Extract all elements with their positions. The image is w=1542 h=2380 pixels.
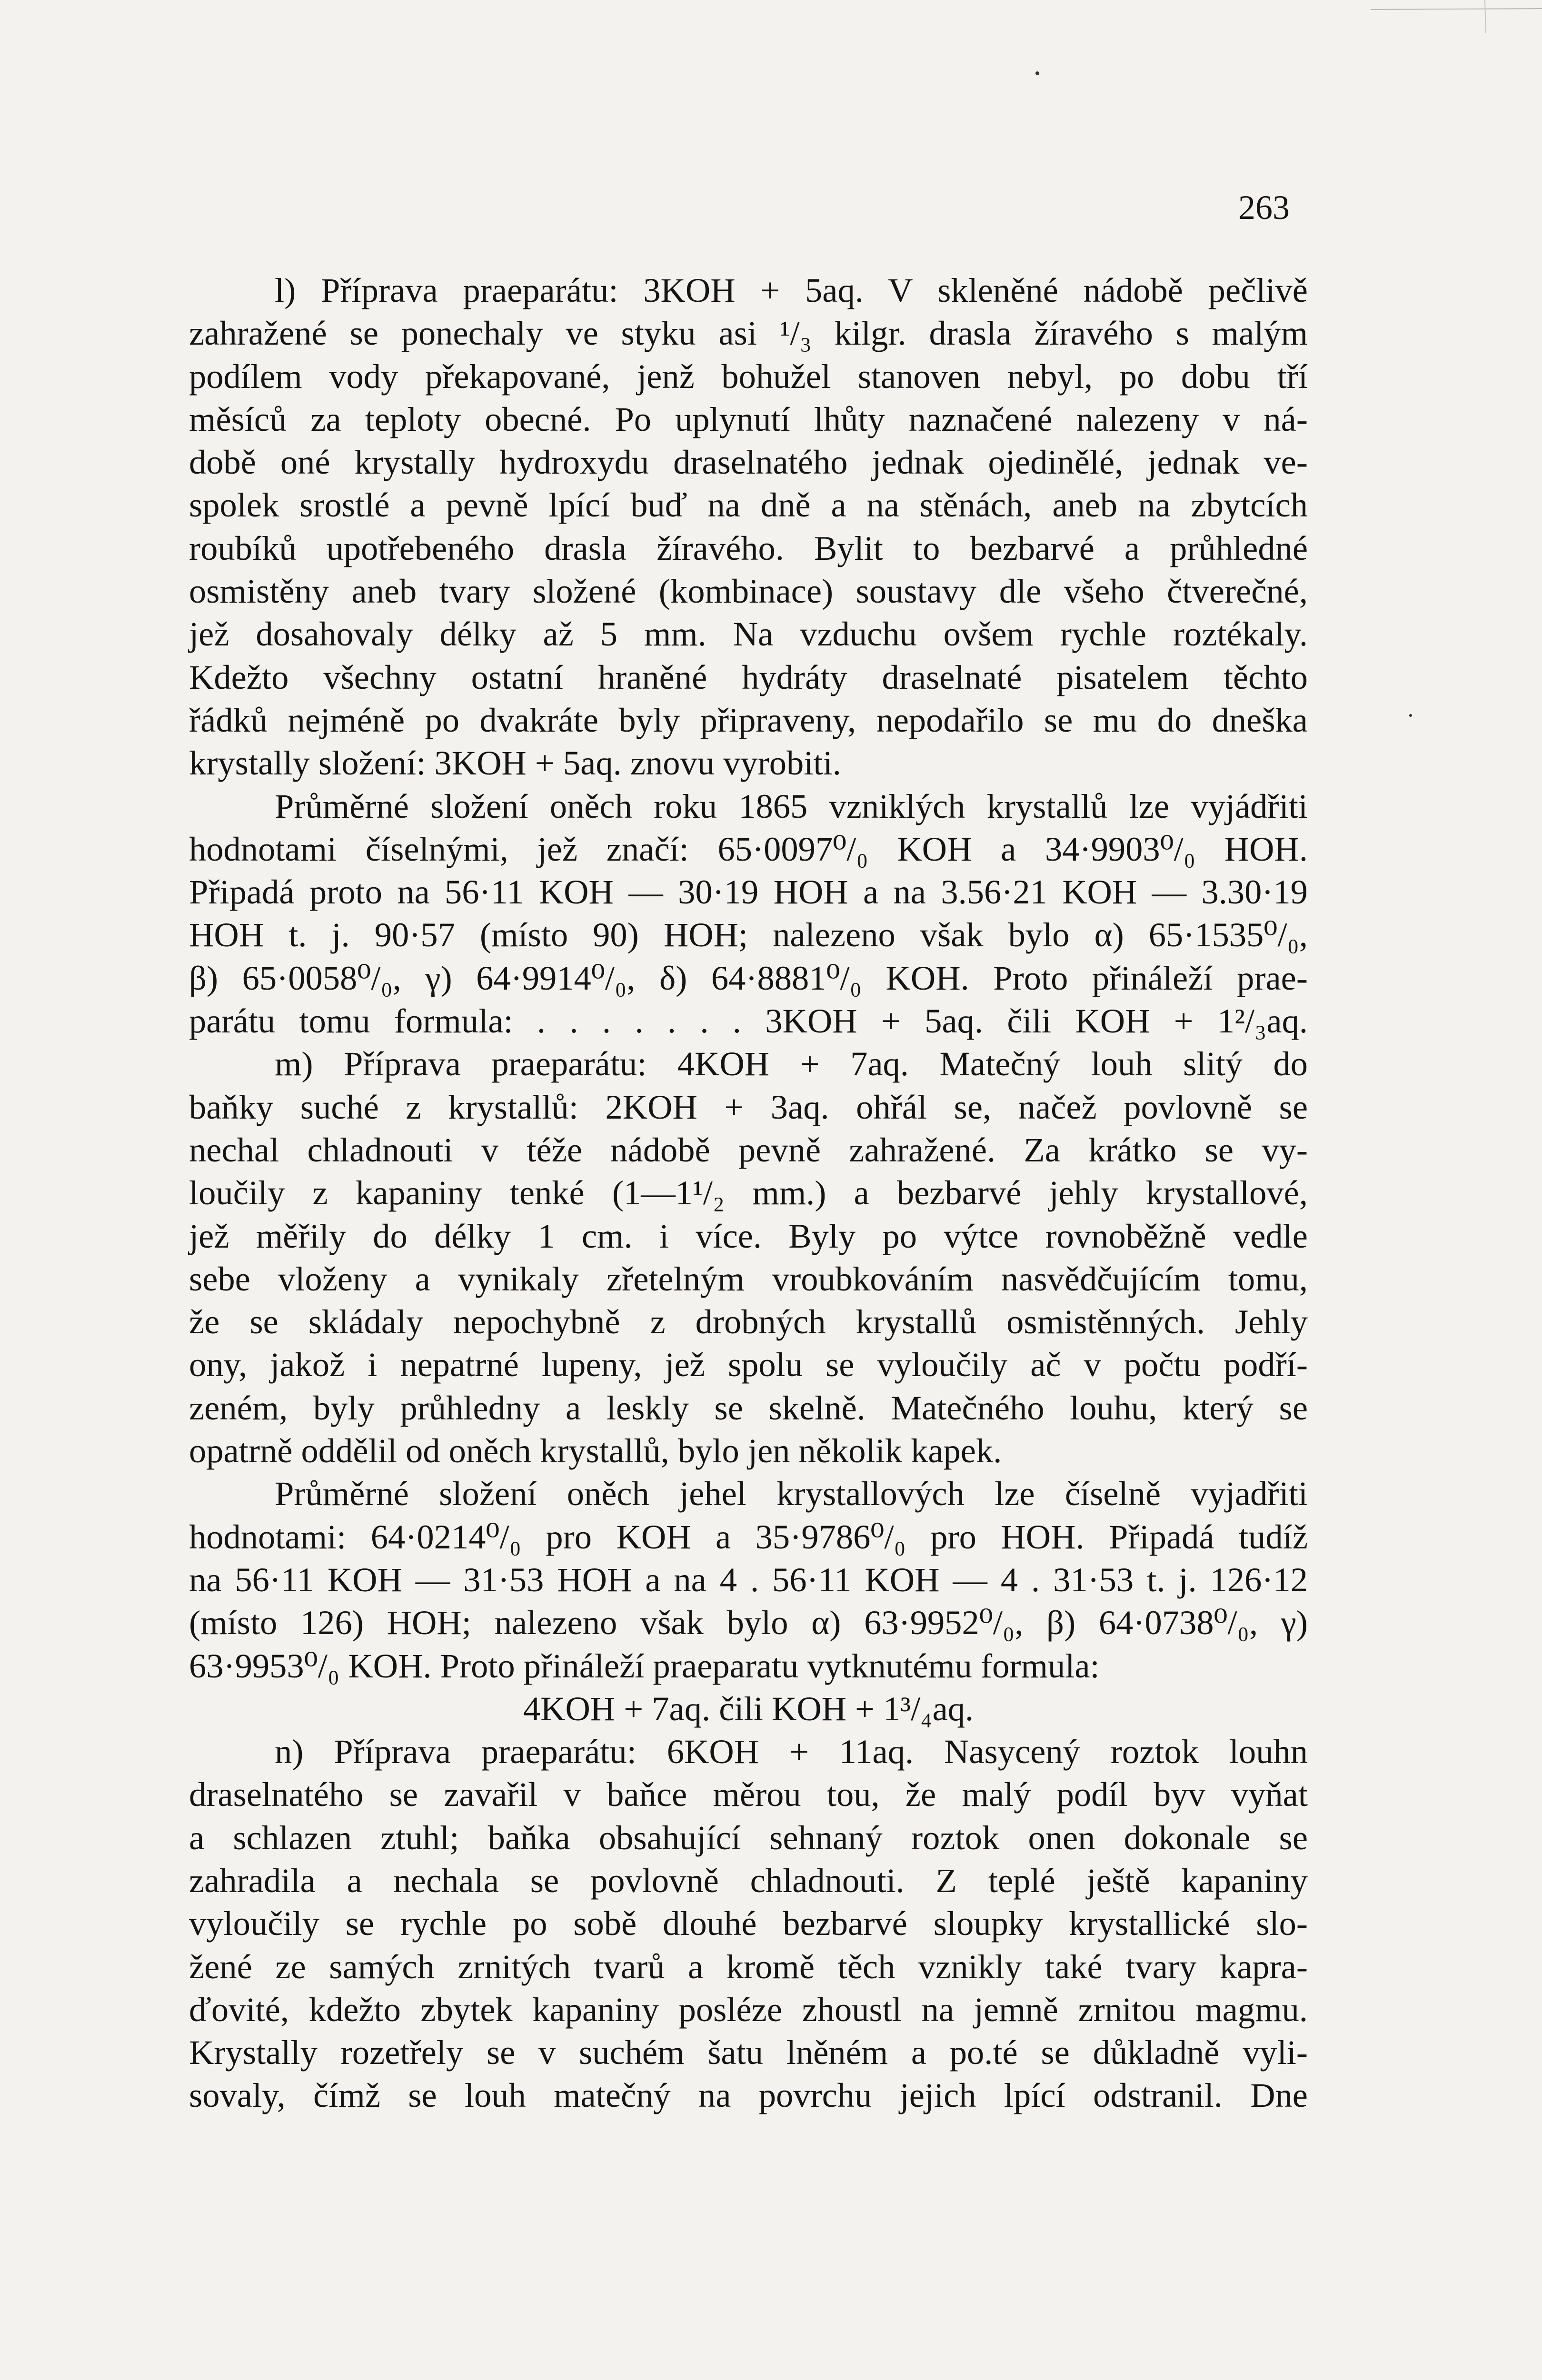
text-line: Připadá proto na 56·11 KOH — 30·19 HOH a na 3.56·21 KOH — 3.30·19 xyxy=(189,873,1308,912)
text-line: žené ze samých zrnitých tvarů a kromě těch vznikly také tvary kapra- xyxy=(189,1947,1308,1986)
text-line: m) Příprava praeparátu: 4KOH + 7aq. Matečný louh slitý do xyxy=(275,1044,1308,1083)
text-line: spolek srostlé a pevně lpící buď na dně a na stěnách, aneb na zbytcích xyxy=(189,486,1308,525)
text-line: HOH t. j. 90·57 (místo 90) HOH; nalezeno však bylo α) 65·1535⁰/₀, xyxy=(189,915,1308,954)
text-line: osmistěny aneb tvary složené (kombinace) soustavy dle všeho čtverečné, xyxy=(189,572,1308,611)
text-line: nechal chladnouti v téže nádobě pevně zahražené. Za krátko se vy- xyxy=(189,1130,1308,1169)
text-line: zahradila a nechala se povlovně chladnouti. Z teplé ještě kapaniny xyxy=(189,1861,1308,1900)
text-line: podílem vody překapované, jenž bohužel stanoven nebyl, po dobu tří xyxy=(189,357,1308,396)
text-line: n) Příprava praeparátu: 6KOH + 11aq. Nasycený roztok louhn xyxy=(275,1732,1308,1771)
text-line: zeném, byly průhledny a leskly se skelně. Matečného louhu, který se xyxy=(189,1388,1308,1427)
text-line: Průměrné složení oněch roku 1865 vzniklých krystallů lze vyjádřiti xyxy=(275,786,1308,825)
text-line: opatrně oddělil od oněch krystallů, bylo jen několik kapek. xyxy=(189,1431,1002,1470)
text-line: měsíců za teploty obecné. Po uplynutí lhůty naznačené nalezeny v ná- xyxy=(189,399,1308,438)
text-line: 63·9953⁰/₀ KOH. Proto přináleží praeparatu vytknutému formula: xyxy=(189,1646,1100,1685)
text-line: jež měřily do délky 1 cm. i více. Byly po výtce rovnoběžně vedle xyxy=(189,1216,1308,1255)
text-line: parátu tomu formula: . . . . . . . 3KOH + 5aq. čili KOH + 1²/₃aq. xyxy=(189,1002,1308,1041)
body-text xyxy=(189,269,1308,2117)
text-line: Kdežto všechny ostatní hraněné hydráty draselnaté pisatelem těchto xyxy=(189,657,1308,696)
text-line: 4KOH + 7aq. čili KOH + 1³/₄aq. xyxy=(523,1689,974,1728)
text-line: (místo 126) HOH; nalezeno však bylo α) 63·9952⁰/₀, β) 64·0738⁰/₀, γ) xyxy=(189,1603,1308,1642)
text-line: vyloučily se rychle po sobě dlouhé bezbarvé sloupky krystallické slo- xyxy=(189,1904,1308,1943)
text-line: draselnatého se zavařil v baňce měrou tou, že malý podíl byv vyňat xyxy=(189,1775,1308,1814)
text-line: sovaly, čímž se louh matečný na povrchu jejich lpící odstranil. Dne xyxy=(189,2076,1308,2115)
text-line: řádků nejméně po dvakráte byly připraveny, nepodařilo se mu do dneška xyxy=(189,700,1308,739)
text-line: Průměrné složení oněch jehel krystallových lze číselně vyjadřiti xyxy=(275,1474,1308,1513)
text-line: a schlazen ztuhl; baňka obsahující sehnaný roztok onen dokonale se xyxy=(189,1818,1308,1857)
text-line: že se skládaly nepochybně z drobných krystallů osmistěnných. Jehly xyxy=(189,1302,1308,1341)
text-line: l) Příprava praeparátu: 3KOH + 5aq. V skleněné nádobě pečlivě xyxy=(275,271,1308,309)
text-line: ony, jakož i nepatrné lupeny, jež spolu se vyloučily ač v počtu podří- xyxy=(189,1345,1308,1384)
text-line: hodnotami číselnými, jež značí: 65·0097⁰/₀ KOH a 34·9903⁰/₀ HOH. xyxy=(189,829,1308,868)
text-line: sebe vloženy a vynikaly zřetelným vroubkováním nasvědčujícím tomu, xyxy=(189,1259,1308,1298)
page-number: 263 xyxy=(1238,188,1290,227)
text-line: na 56·11 KOH — 31·53 HOH a na 4 . 56·11 KOH — 4 . 31·53 t. j. 126·12 xyxy=(189,1560,1308,1599)
text-line: době oné krystally hydroxydu draselnatého jednak ojedinělé, jednak ve- xyxy=(189,443,1308,482)
text-line: hodnotami: 64·0214⁰/₀ pro KOH a 35·9786⁰/₀ pro HOH. Připadá tudíž xyxy=(189,1517,1308,1556)
text-line: jež dosahovaly délky až 5 mm. Na vzduchu ovšem rychle roztékaly. xyxy=(189,615,1308,654)
text-line: baňky suché z krystallů: 2KOH + 3aq. ohřál se, načež povlovně se xyxy=(189,1087,1308,1126)
text-line: zahražené se ponechaly ve styku asi ¹/₃ kilgr. drasla žíravého s malým xyxy=(189,314,1308,353)
text-line: Krystally rozetřely se v suchém šatu lněném a po.té se důkladně vyli- xyxy=(189,2033,1308,2072)
scan-edge-mark xyxy=(1361,0,1542,33)
text-line: loučily z kapaniny tenké (1—1¹/₂ mm.) a bezbarvé jehly krystallové, xyxy=(189,1173,1308,1212)
text-line: krystally složení: 3KOH + 5aq. znovu vyrobiti. xyxy=(189,744,841,783)
text-line: ďovité, kdežto zbytek kapaniny posléze zhoustl na jemně zrnitou magmu. xyxy=(189,1990,1308,2029)
text-line: β) 65·0058⁰/₀, γ) 64·9914⁰/₀, δ) 64·8881⁰/₀ KOH. Proto přináleží prae- xyxy=(189,958,1308,997)
text-line: roubíků upotřebeného drasla žíravého. Bylit to bezbarvé a průhledné xyxy=(189,528,1308,567)
